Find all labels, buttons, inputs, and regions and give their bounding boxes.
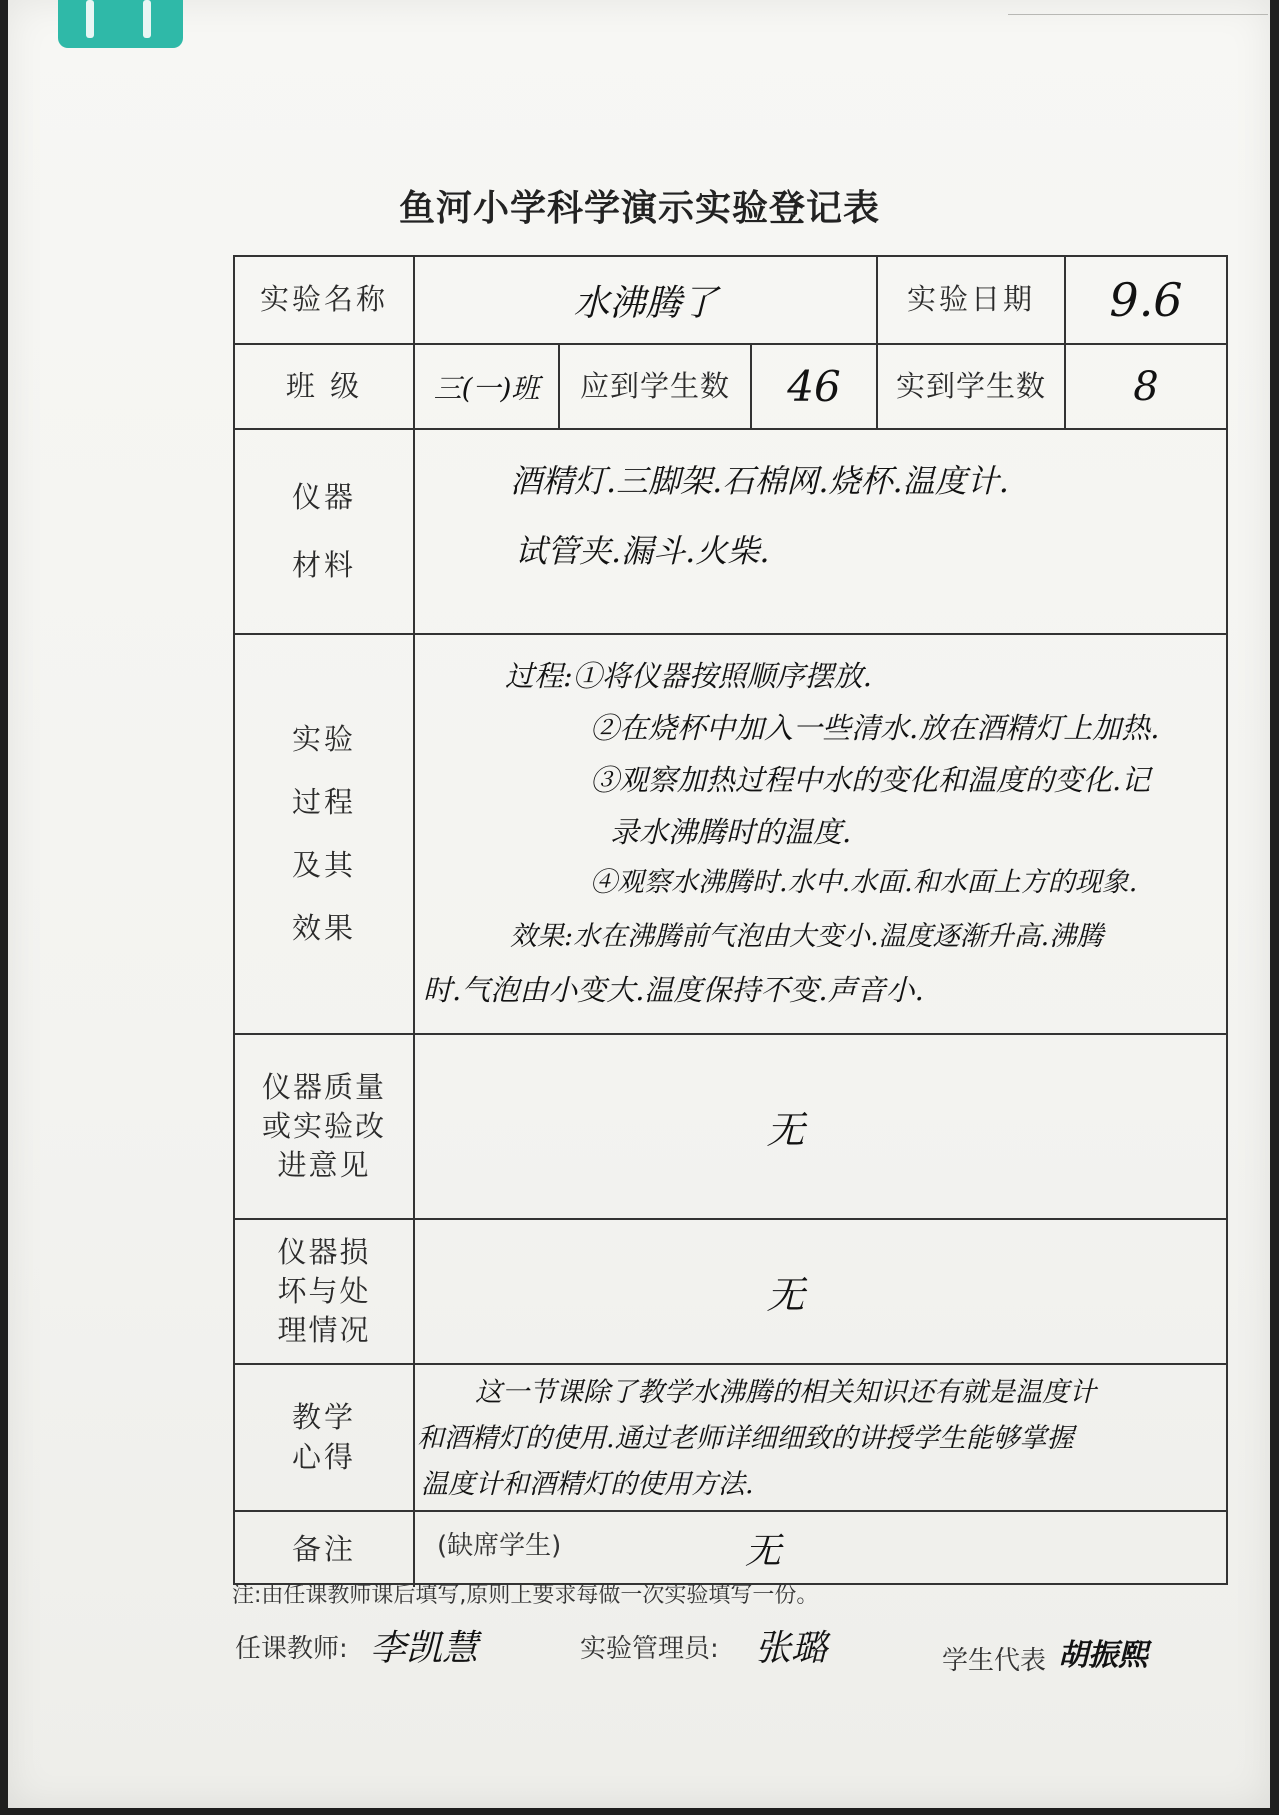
materials-line: 试管夹.漏斗.火柴.	[515, 532, 770, 570]
reflection-line: 这一节课除了教学水沸腾的相关知识还有就是温度计	[475, 1377, 1096, 1408]
reflection-value	[415, 1365, 1226, 1510]
experiment-name-label: 实验名称	[235, 257, 415, 343]
materials-line: 酒精灯.三脚架.石棉网.烧杯.温度计.	[510, 462, 1009, 500]
row-reflection	[235, 1365, 1226, 1512]
class-label: 班 级	[235, 345, 415, 428]
experiment-name-value: 水沸腾了	[415, 257, 878, 343]
row-class	[235, 345, 1226, 430]
process-value	[415, 635, 1226, 1033]
row-damage	[235, 1220, 1226, 1365]
divider	[1008, 14, 1268, 15]
admin-signature: 张璐	[755, 1628, 828, 1669]
row-improvement	[235, 1035, 1226, 1220]
admin-label: 实验管理员:	[580, 1634, 719, 1664]
binder-clip-icon	[58, 0, 183, 48]
damage-value: 无	[766, 1273, 805, 1317]
student-rep-label: 学生代表	[942, 1646, 1047, 1676]
process-line: 时.气泡由小变大.温度保持不变.声音小.	[423, 973, 924, 1007]
process-label-line: 效果	[291, 911, 356, 946]
class-value: 三(一)班	[415, 345, 560, 428]
row-process	[235, 635, 1226, 1035]
remarks-hint: (缺席学生)	[437, 1531, 562, 1561]
registration-form	[233, 255, 1228, 1585]
remarks-label: 备注	[235, 1512, 415, 1587]
reflection-label: 教学心得	[235, 1365, 415, 1510]
improvement-label: 仪器质量或实验改进意见	[235, 1035, 415, 1218]
process-line: 录水沸腾时的温度.	[610, 815, 852, 849]
materials-label	[235, 430, 415, 633]
process-line: ③观察加热过程中水的变化和温度的变化.记	[590, 763, 1151, 797]
row-materials	[235, 430, 1226, 635]
process-line: 效果:水在沸腾前气泡由大变小.温度逐渐升高.沸腾	[510, 921, 1104, 952]
row-remarks	[235, 1512, 1226, 1587]
expected-students-label: 应到学生数	[560, 345, 752, 428]
improvement-value: 无	[766, 1108, 805, 1152]
row-experiment-name	[235, 257, 1226, 345]
footnote: 注:由任课教师课后填写,原则上要求每做一次实验填写一份。	[232, 1583, 819, 1608]
process-label-line: 过程	[291, 784, 356, 819]
process-label-line: 实验	[291, 721, 356, 756]
experiment-date-label: 实验日期	[878, 257, 1066, 343]
actual-students-label: 实到学生数	[878, 345, 1066, 428]
student-rep-signature: 胡振熙	[1058, 1638, 1148, 1673]
reflection-line: 温度计和酒精灯的使用方法.	[421, 1469, 754, 1500]
process-line: ②在烧杯中加入一些清水.放在酒精灯上加热.	[590, 711, 1160, 745]
process-label-line: 及其	[291, 848, 356, 882]
expected-students-value: 46	[752, 345, 878, 428]
teacher-signature: 李凯慧	[370, 1628, 479, 1669]
teacher-label: 任课教师:	[235, 1634, 348, 1664]
remarks-value	[415, 1512, 1226, 1587]
experiment-date-value: 9.6	[1109, 273, 1183, 327]
reflection-line: 和酒精灯的使用.通过老师详细细致的讲授学生能够掌握	[417, 1423, 1074, 1454]
damage-label: 仪器损坏与处理情况	[235, 1220, 415, 1363]
page-title: 鱼河小学科学演示实验登记表	[398, 188, 880, 229]
materials-value	[415, 430, 1226, 633]
process-line: ④观察水沸腾时.水中.水面.和水面上方的现象.	[590, 867, 1138, 898]
actual-students-value: 8	[1133, 363, 1159, 410]
materials-label-line1: 仪器	[291, 480, 356, 515]
materials-label-line2: 材料	[291, 547, 356, 582]
process-label	[235, 635, 415, 1033]
process-line: 过程:①将仪器按照顺序摆放.	[505, 659, 872, 693]
remarks-text: 无	[745, 1531, 782, 1572]
